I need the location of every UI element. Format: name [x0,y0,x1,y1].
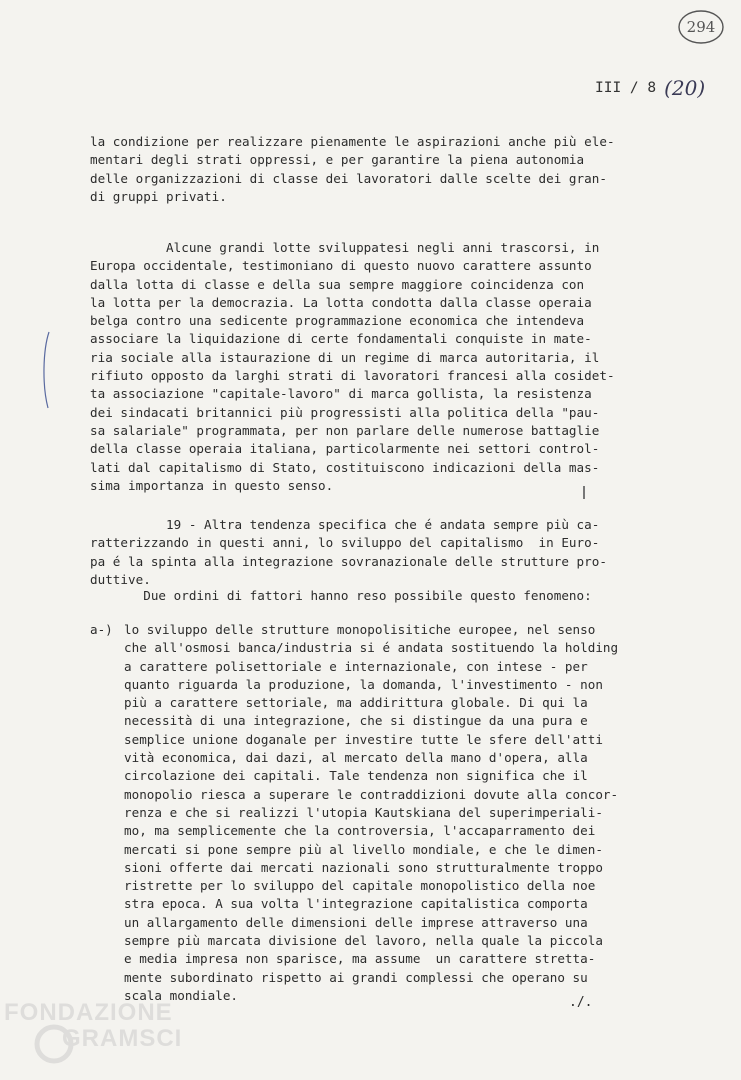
text-line: vità economica, dai dazi, al mercato della mano d'opera, alla [124,750,588,766]
text-line: delle organizzazioni di classe dei lavoratori dalle scelte dei gran- [90,170,607,186]
text-line: ratterizzando in questi anni, lo sviluppo del capitalismo in Euro- [90,535,600,551]
text-line: circolazione dei capitali. Tale tendenza non significa che il [124,768,588,784]
text-line: dalla lotta di classe e della sua sempre maggiore coincidenza con [90,276,585,292]
text-line: lo sviluppo delle strutture monopolisitiche europee, nel senso [124,622,596,637]
text-line: ria sociale alla istaurazione di un regime di marca autoritaria, il [90,349,600,365]
page-reference-handwritten: (20) [664,76,706,100]
text-line: dei sindacati britannici più progressisti alla politica della "pau- [90,404,600,420]
text-line: sima importanza in questo senso. [90,477,334,493]
paragraph-2 [90,239,710,495]
paragraph-3 [90,516,710,589]
text-line: rifiuto opposto da larghi strati di lavoratori francesi alla cosidet- [90,368,615,384]
text-line: della classe operaia italiana, particolarmente nei settori control- [90,441,600,457]
text-line: Due ordini di fattori hanno reso possibile questo fenomeno: [90,588,592,603]
text-line: a carattere polisettoriale e internazionale, con intese - per [124,658,588,674]
foundation-logo-icon [34,1020,74,1064]
watermark-line-2: GRAMSCI [62,1025,183,1052]
text-line: ristrette per lo sviluppo del capitale monopolistico della noe [124,878,596,894]
text-line: pa é la spinta alla integrazione sovranazionale delle strutture pro- [90,553,607,569]
text-line: la condizione per realizzare pienamente le aspirazioni anche più ele- [90,134,615,149]
text-line: monopolio riesca a superare le contraddizioni dovute alla concor- [124,786,619,802]
page-reference-typed: III / 8 [595,80,657,96]
text-line: mentari degli strati oppressi, e per garantire la piena autonomia [90,152,585,168]
text-line: che all'osmosi banca/industria si é andata sostituendo la holding [124,640,619,656]
watermark [4,1000,204,1070]
text-line: associare la liquidazione di certe fondamentali conquiste in mate- [90,331,592,347]
watermark-line-1: FONDAZIONE [4,999,173,1026]
continuation-mark: ./. [569,995,593,1010]
text-line: mo, ma semplicemente che la controversia, l'accaparramento dei [124,823,596,839]
text-line: 19 - Altra tendenza specifica che é andata sempre più ca- [90,517,600,532]
text-line: necessità di una integrazione, che si distingue da una pura e [124,713,588,729]
text-line: e media impresa non sparisce, ma assume un carattere stretta- [124,951,596,967]
text-line: renza e che si realizzi l'utopia Kautskiana del superimperiali- [124,804,603,820]
archive-number-stamp [676,8,726,46]
text-line: belga contro una sedicente programmazione economica che intendeva [90,313,585,329]
paragraph-4 [90,587,710,605]
text-line: scala mondiale. [124,987,239,1003]
text-line: mercati si pone sempre più al livello mondiale, e che le dimen- [124,841,603,857]
text-line: semplice unione doganale per investire tutte le sfere dell'atti [124,731,603,747]
text-line: mente subordinato rispetto ai grandi complessi che operano su [124,969,588,985]
text-line: più a carattere settoriale, ma addirittura globale. Di qui la [124,695,588,711]
list-item-body [124,621,724,1005]
text-line: quanto riguarda la produzione, la domanda, l'investimento - non [124,676,603,692]
text-line: ta associazione "capitale-lavoro" di marca gollista, la resistenza [90,386,592,402]
margin-bracket-icon [40,330,52,410]
text-line: stra epoca. A sua volta l'integrazione capitalistica comporta [124,896,588,912]
text-line: duttive. [90,571,151,587]
text-line: sioni offerte dai mercati nazionali sono strutturalmente troppo [124,859,603,875]
archive-number-text: 294 [686,18,716,36]
text-line: di gruppi privati. [90,188,227,204]
text-line: sempre più marcata divisione del lavoro, nella quale la piccola [124,933,603,949]
list-item-label: a-) [90,622,113,637]
text-line: un allargamento delle dimensioni delle imprese attraverso una [124,914,588,930]
text-line: la lotta per la democrazia. La lotta condotta dalla classe operaia [90,294,592,310]
pencil-tick-mark [583,486,585,499]
paragraph-1 [90,133,710,206]
text-line: sa salariale" programmata, per non parlare delle numerose battaglie [90,422,600,438]
text-line: Europa occidentale, testimoniano di questo nuovo carattere assunto [90,258,592,274]
text-line: lati dal capitalismo di Stato, costituiscono indicazioni della mas- [90,459,600,475]
page-reference [595,76,705,100]
text-line: Alcune grandi lotte sviluppatesi negli anni trascorsi, in [90,240,600,255]
